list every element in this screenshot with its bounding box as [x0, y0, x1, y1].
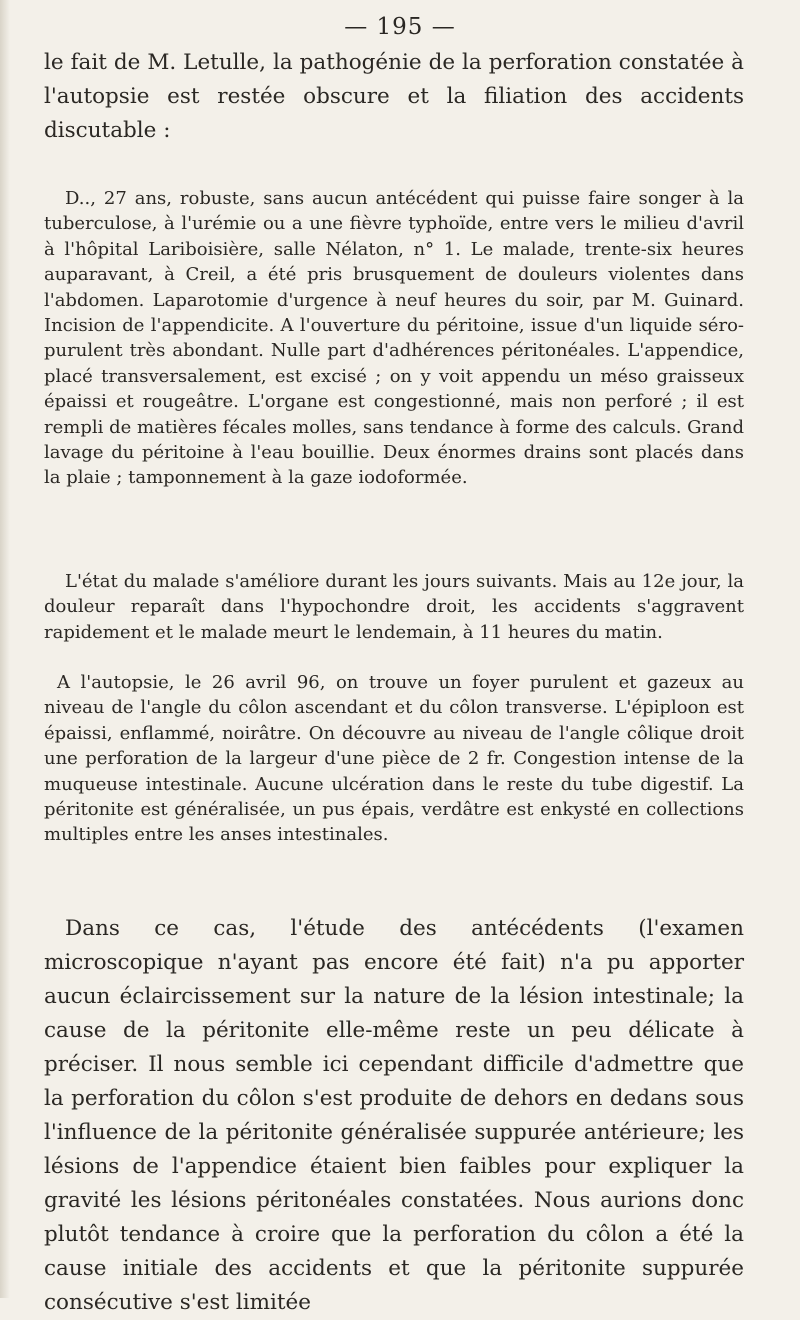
case-paragraph-1: D.., 27 ans, robuste, sans aucun antécédent qui puisse faire songer à la tuberculose, à l'urémie ou a une fièvre typhoïde, entre vers le milieu d'avril à l'hôpital Lariboisière, salle Nélaton, n° 1. Le malade, trente-six heures auparavant, à Creil, a été pris brusquement de douleurs violentes dans l'abdomen. Laparotomie d'urgence à neuf heures du soir, par M. Guinard. Incision de l'appendicite. A l'ouverture du péritoine, issue d'un liquide séro-purulent très abondant. Nulle part d'adhérences péritonéales. L'appendice, placé transversalement, est excisé ; on y voit appendu un méso graisseux épaissi et rougeâtre. L'organe est congestionné, mais non perforé ; il est rempli de matières fécales molles, sans tendance à forme des calculs. Grand lavage du péritoine à l'eau bouillie. Deux énormes drains sont placés dans la plaie ; tamponnement à la gaze iodoformée.: [44, 188, 744, 489]
discussion-paragraph: Dans ce cas, l'étude des antécédents (l'examen microscopique n'ayant pas encore été fait) n'a pu apporter aucun éclaircissement sur la nature de la lésion intestinale; la cause de la péritonite elle-même reste un peu délicate à préciser. Il nous semble ici cependant difficile d'admettre que la perforation du côlon s'est produite de dehors en dedans sous l'influence de la péritonite généralisée suppurée antérieure; les lésions de l'appendice étaient bien faibles pour expliquer la gravité les lésions péritonéales constatées. Nous aurions donc plutôt tendance à croire que la perforation du côlon a été la cause initiale des accidents et que la péritonite suppurée consécutive s'est limitée: [44, 916, 744, 1315]
intro-paragraph: le fait de M. Letulle, la pathogénie de la perforation constatée à l'autopsie est restée obscure et la filiation des accidents discutable :: [44, 50, 744, 143]
page-binding-edge: [0, 0, 10, 1298]
case-paragraph-3: A l'autopsie, le 26 avril 96, on trouve un foyer purulent et gazeux au niveau de l'angle du côlon ascendant et du côlon transverse. L'épiploon est épaissi, enflammé, noirâtre. On découvre au niveau de l'angle côlique droit une perforation de la largeur d'une pièce de 2 fr. Congestion intense de la muqueuse intestinale. Aucune ulcération dans le reste du tube digestif. La péritonite est généralisée, un pus épais, verdâtre est enkysté en collections multiples entre les anses intestinales.: [44, 672, 744, 846]
case-paragraph-2: L'état du malade s'améliore durant les jours suivants. Mais au 12e jour, la douleur reparaît dans l'hypochondre droit, les accidents s'aggravent rapidement et le malade meurt le lendemain, à 11 heures du matin.: [44, 571, 744, 643]
page-number: — 195 —: [344, 14, 456, 40]
